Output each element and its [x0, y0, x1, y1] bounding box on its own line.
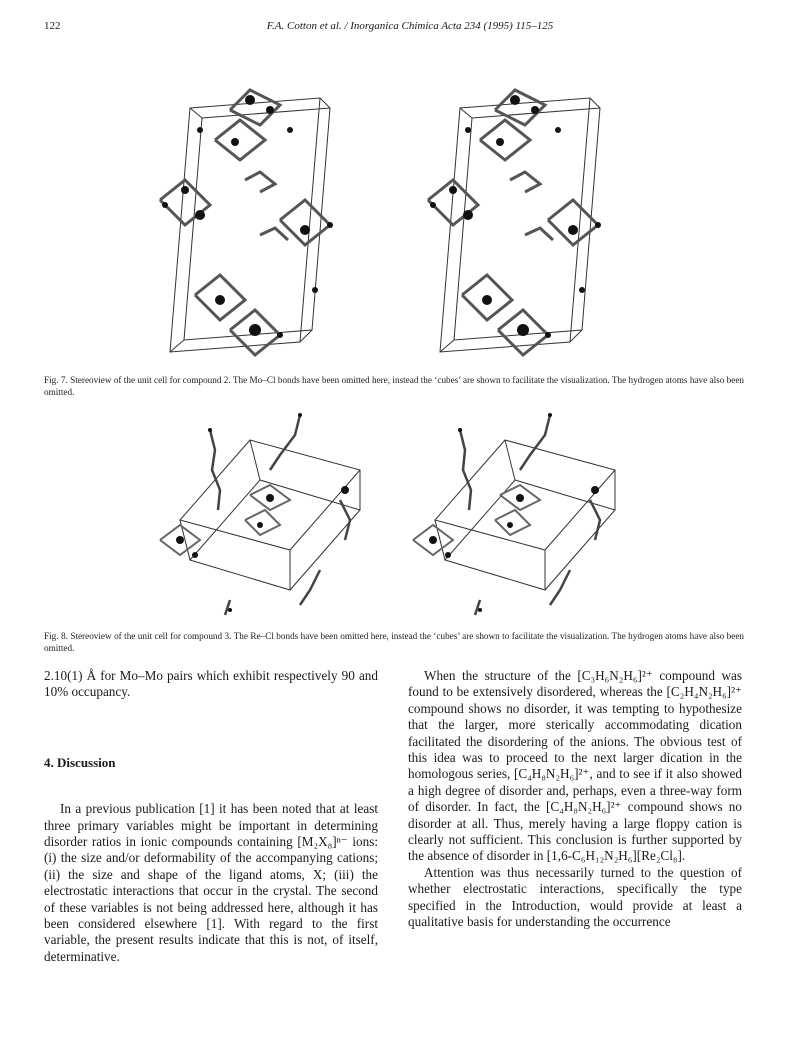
- right-paragraph-2: Attention was thus necessarily turned to the question of whether electrostatic interactions, specifically the type specified in the Introduction, would provide at least a qualitative basis for understanding the occurrence: [408, 864, 742, 930]
- figure-7-left-view: [160, 90, 333, 355]
- right-column: [408, 668, 742, 931]
- figure-8-caption: [44, 630, 744, 654]
- figure-7-caption: [44, 374, 744, 398]
- discussion-paragraph-1: In a previous publication [1] it has been noted that at least three primary variables might be important in determining disorder ratios in ionic compounds containing [M₂X₈]ⁿ⁻ ions: (i) the size and/or deformability of the accompanying cations; (ii) the size and shape of the ligand atoms, X; (iii) the electrostatic interactions that occur in the crystal. The second of these variables is not being addressed here, although it has been considered elsewhere [1]. With regard to the first variable, the present results indicate that this is not, of itself, determinative.: [44, 801, 378, 964]
- left-column: [44, 668, 378, 965]
- figure-7-caption-text: Stereoview of the unit cell for compound 2. The Mo–Cl bonds have been omitted here, instead the ‘cubes’ are shown to facilitate the visualization. The hydrogen atoms have also been omitted.: [44, 375, 744, 397]
- right-paragraph-1: When the structure of the [C₃H₆N₂H₆]²⁺ compound was found to be extensively disordered, whereas the [C₂H₄N₂H₆]²⁺ compound shows no disorder, it was tempting to hypothesize that the larger, more sterically accommodating dication facilitated the disordering of the anions. The obvious test of this idea was to proceed to the next larger dication in the homologous series, [C₄H₈N₂H₆]²⁺, and to see if it also showed a high degree of disorder and, perhaps, even a three-way form of disorder. In fact, the [C₄H₈N₂H₆]²⁺ compound shows no disorder at all. Thus, merely having a large floppy cation is clearly not sufficient. This conclusion is further supported by the absence of disorder in [1,6-C₆H₁₂N₂H₆][Re₂Cl₈].: [408, 668, 742, 864]
- figure-7-right-view: [428, 90, 601, 355]
- figure-8-label: Fig. 8.: [44, 631, 68, 641]
- figure-8-right-view: [413, 413, 615, 615]
- figure-7-stereoview: [140, 80, 660, 370]
- figure-8-caption-text: Stereoview of the unit cell for compound 3. The Re–Cl bonds have been omitted here, instead the ‘cubes’ are shown to facilitate the visualization. The hydrogen atoms have also been omitted.: [44, 631, 745, 653]
- section-heading-discussion: 4. Discussion: [44, 754, 116, 770]
- running-title: F.A. Cotton et al. / Inorganica Chimica Acta 234 (1995) 115–125: [266, 20, 554, 32]
- figure-8-stereoview: [150, 410, 650, 620]
- left-continuation-paragraph: 2.10(1) Å for Mo–Mo pairs which exhibit respectively 90 and 10% occupancy.: [44, 668, 378, 700]
- figure-7-label: Fig. 7.: [44, 375, 68, 385]
- figure-8-left-view: [160, 413, 360, 615]
- page-number: 122: [44, 20, 61, 32]
